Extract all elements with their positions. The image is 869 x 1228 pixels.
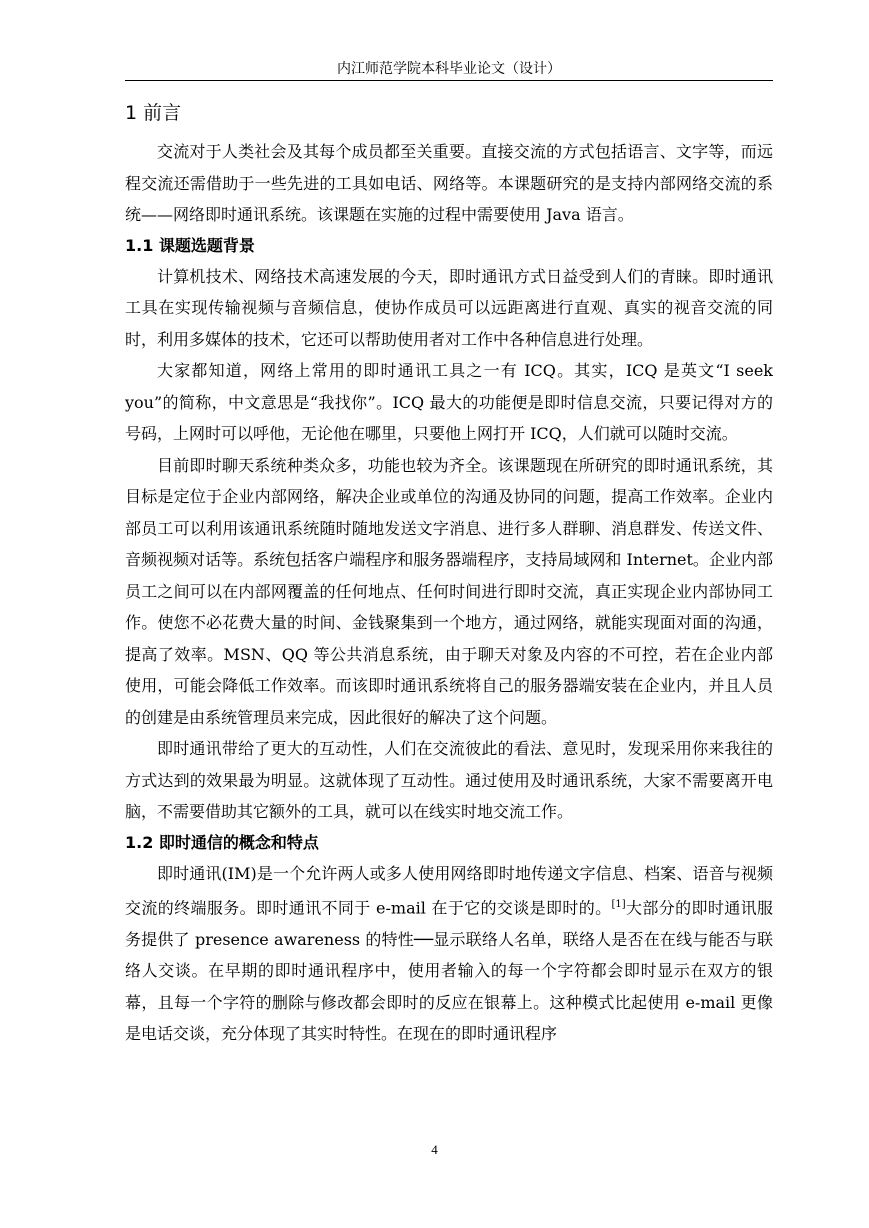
text-segment: 大部分的即时通讯服务提供了 presence awareness 的特性──显示联络人名单，联络人是否在在线与能否与联络人交谈。在早期的即时通讯程序中，使用者输入的每一个字符都会即时显示在双方的银幕，且每一个字符的删除与修改都会即时的反应在银幕上。这种模式比起使用 e-mail 更像是电话交谈，充分体现了其实时特性。在现在的即时通讯程序 [125,898,773,1044]
paragraph: 计算机技术、网络技术高速发展的今天，即时通讯方式日益受到人们的青睐。即时通讯工具在实现传输视频与音频信息，使协作成员可以远距离进行直观、真实的视音交流的同时，利用多媒体的技术，它还可以帮助使用者对工作中各种信息进行处理。 [125,266,773,349]
header-divider [125,80,773,81]
text-segment: 即时通讯(IM)是一个允许两人或多人使用网络即时地传递文字信息、档案、语音与视频交流的终端服务。即时通讯不同于 e-mail 在于它的交谈是即时的。 [125,863,773,918]
paragraph: 即时通讯带给了更大的互动性，人们在交流彼此的看法、意见时，发现采用你来我往的方式达到的效果最为明显。这就体现了互动性。通过使用及时通讯系统，大家不需要离开电脑，不需要借助其它额外的工具，就可以在线实时地交流工作。 [125,739,773,821]
document-body [125,98,773,1050]
intro-paragraph: 交流对于人类社会及其每个成员都至关重要。直接交流的方式包括语言、文字等，而远程交流还需借助于一些先进的工具如电话、网络等。本课题研究的是支持内部网络交流的系统——网络即时通讯系统。该课题在实施的过程中需要使用 Java 语言。 [125,142,773,224]
paragraph-with-citation [125,858,773,1050]
paragraph: 大家都知道，网络上常用的即时通讯工具之一有 ICQ。其实，ICQ 是英文“I seek you”的简称，中文意思是“我找你”。ICQ 最大的功能便是即时信息交流，只要记得对方的号码，上网时可以呼他，无论他在哪里，只要他上网打开 ICQ，人们就可以随时交流。 [125,361,773,443]
subsection-heading-1-1: 1.1 课题选题背景 [125,235,255,255]
citation-marker[interactable]: [1] [611,899,626,910]
subsection-heading-1-2: 1.2 即时通信的概念和特点 [125,832,319,852]
page-number: 4 [431,1142,438,1157]
paragraph: 目前即时聊天系统种类众多，功能也较为齐全。该课题现在所研究的即时通讯系统，其目标是定位于企业内部网络，解决企业或单位的沟通及协同的问题，提高工作效率。企业内部员工可以利用该通讯系统随时随地发送文字消息、进行多人群聊、消息群发、传送文件、音频视频对话等。系统包括客户端程序和服务器端程序，支持局域网和 Internet。企业内部员工之间可以在内部网覆盖的任何地点、任何时间进行即时交流，真正实现企业内部协同工作。使您不必花费大量的时间、金钱聚集到一个地方，通过网络，就能实现面对面的沟通，提高了效率。MSN、QQ 等公共消息系统，由于聊天对象及内容的不可控，若在企业内部使用，可能会降低工作效率。而该即时通讯系统将自己的服务器端安装在企业内，并且人员的创建是由系统管理员来完成，因此很好的解决了这个问题。 [125,455,773,727]
section-heading: 1 前言 [125,102,182,124]
page-header: 内江师范学院本科毕业论文（设计） [337,61,561,77]
